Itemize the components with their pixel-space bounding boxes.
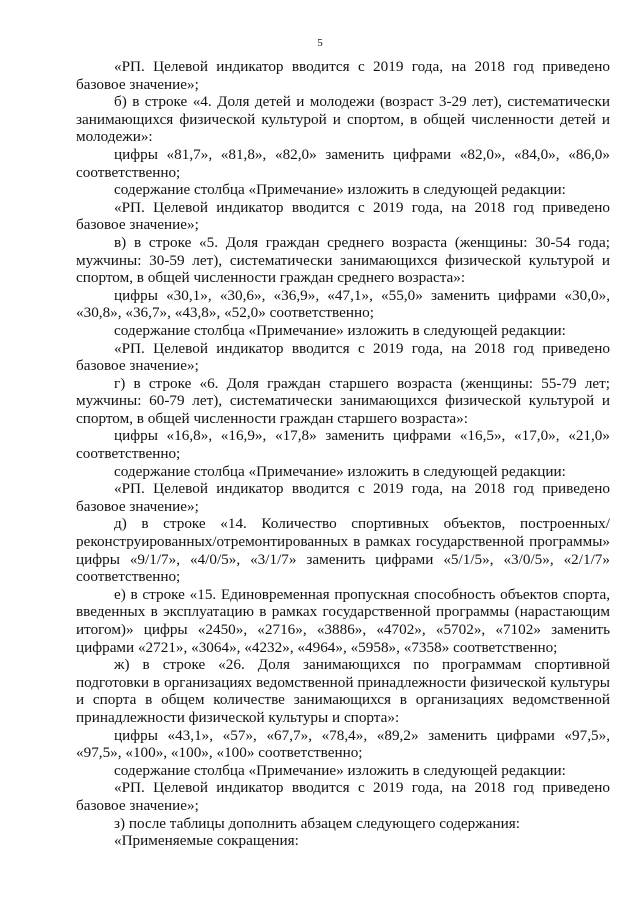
paragraph-3: цифры «81,7», «81,8», «82,0» заменить цифрами «82,0», «84,0», «86,0» соответственно; <box>76 145 610 181</box>
document-body <box>76 58 610 850</box>
paragraph-19: «РП. Целевой индикатор вводится с 2019 года, на 2018 год приведено базовое значение»; <box>76 779 610 814</box>
paragraph-16: ж) в строке «26. Доля занимающихся по программам спортивной подготовки в организациях ведомственной принадлежности физической культуры и спорта в общем количестве занимающихся в организациях ведомственной принадлежности физической культуры и спорта»: <box>76 656 610 726</box>
paragraph-9: «РП. Целевой индикатор вводится с 2019 года, на 2018 год приведено базовое значение»; <box>76 339 610 375</box>
paragraph-18: содержание столбца «Примечание» изложить в следующей редакции: <box>114 761 566 779</box>
paragraph-20: з) после таблицы дополнить абзацем следующего содержания: <box>114 814 520 832</box>
paragraph-13: «РП. Целевой индикатор вводится с 2019 года, на 2018 год приведено базовое значение»; <box>76 480 610 515</box>
paragraph-5: «РП. Целевой индикатор вводится с 2019 года, на 2018 год приведено базовое значение»; <box>76 198 610 234</box>
paragraph-11: цифры «16,8», «16,9», «17,8» заменить цифрами «16,5», «17,0», «21,0» соответственно; <box>76 427 610 463</box>
paragraph-12: содержание столбца «Примечание» изложить в следующей редакции: <box>114 462 566 480</box>
paragraph-8: содержание столбца «Примечание» изложить в следующей редакции: <box>114 321 566 339</box>
paragraph-6: в) в строке «5. Доля граждан среднего возраста (женщины: 30-54 года; мужчины: 30-59 лет), систематически занимающихся физической культурой и спортом, в общей численности граждан среднего возраста»: <box>76 233 610 287</box>
paragraph-7: цифры «30,1», «30,6», «36,9», «47,1», «55,0» заменить цифрами «30,0», «30,8», «36,7», «43,8», «52,0» соответственно; <box>76 286 610 322</box>
paragraph-14: д) в строке «14. Количество спортивных объектов, построенных/ реконструированных/отремонтированных в рамках государственной программы» цифры «9/1/7», «4/0/5», «3/1/7» заменить цифрами «5/1/5», «3/0/5», «2/1/7» соответственно; <box>76 515 610 586</box>
page-number: 5 <box>317 37 323 49</box>
paragraph-1: «РП. Целевой индикатор вводится с 2019 года, на 2018 год приведено базовое значение»; <box>76 58 610 93</box>
paragraph-4: содержание столбца «Примечание» изложить в следующей редакции: <box>114 181 566 199</box>
paragraph-21: «Применяемые сокращения: <box>114 832 299 850</box>
paragraph-2: б) в строке «4. Доля детей и молодежи (возраст 3-29 лет), систематически занимающихся физической культурой и спортом, в общей численности детей и молодежи»: <box>76 93 610 146</box>
paragraph-10: г) в строке «6. Доля граждан старшего возраста (женщины: 55-79 лет; мужчины: 60-79 лет), систематически занимающихся физической культурой и спортом, в общей численности граждан старшего возраста»: <box>76 374 610 427</box>
paragraph-17: цифры «43,1», «57», «67,7», «78,4», «89,2» заменить цифрами «97,5», «97,5», «100», «100», «100» соответственно; <box>76 726 610 762</box>
paragraph-15: е) в строке «15. Единовременная пропускная способность объектов спорта, введенных в эксплуатацию в рамках государственной программы (нарастающим итогом)» цифры «2450», «2716», «3886», «4702», «5702», «7102» заменить цифрами «2721», «3064», «4232», «4964», «5958», «7358» соответственно; <box>76 585 610 656</box>
